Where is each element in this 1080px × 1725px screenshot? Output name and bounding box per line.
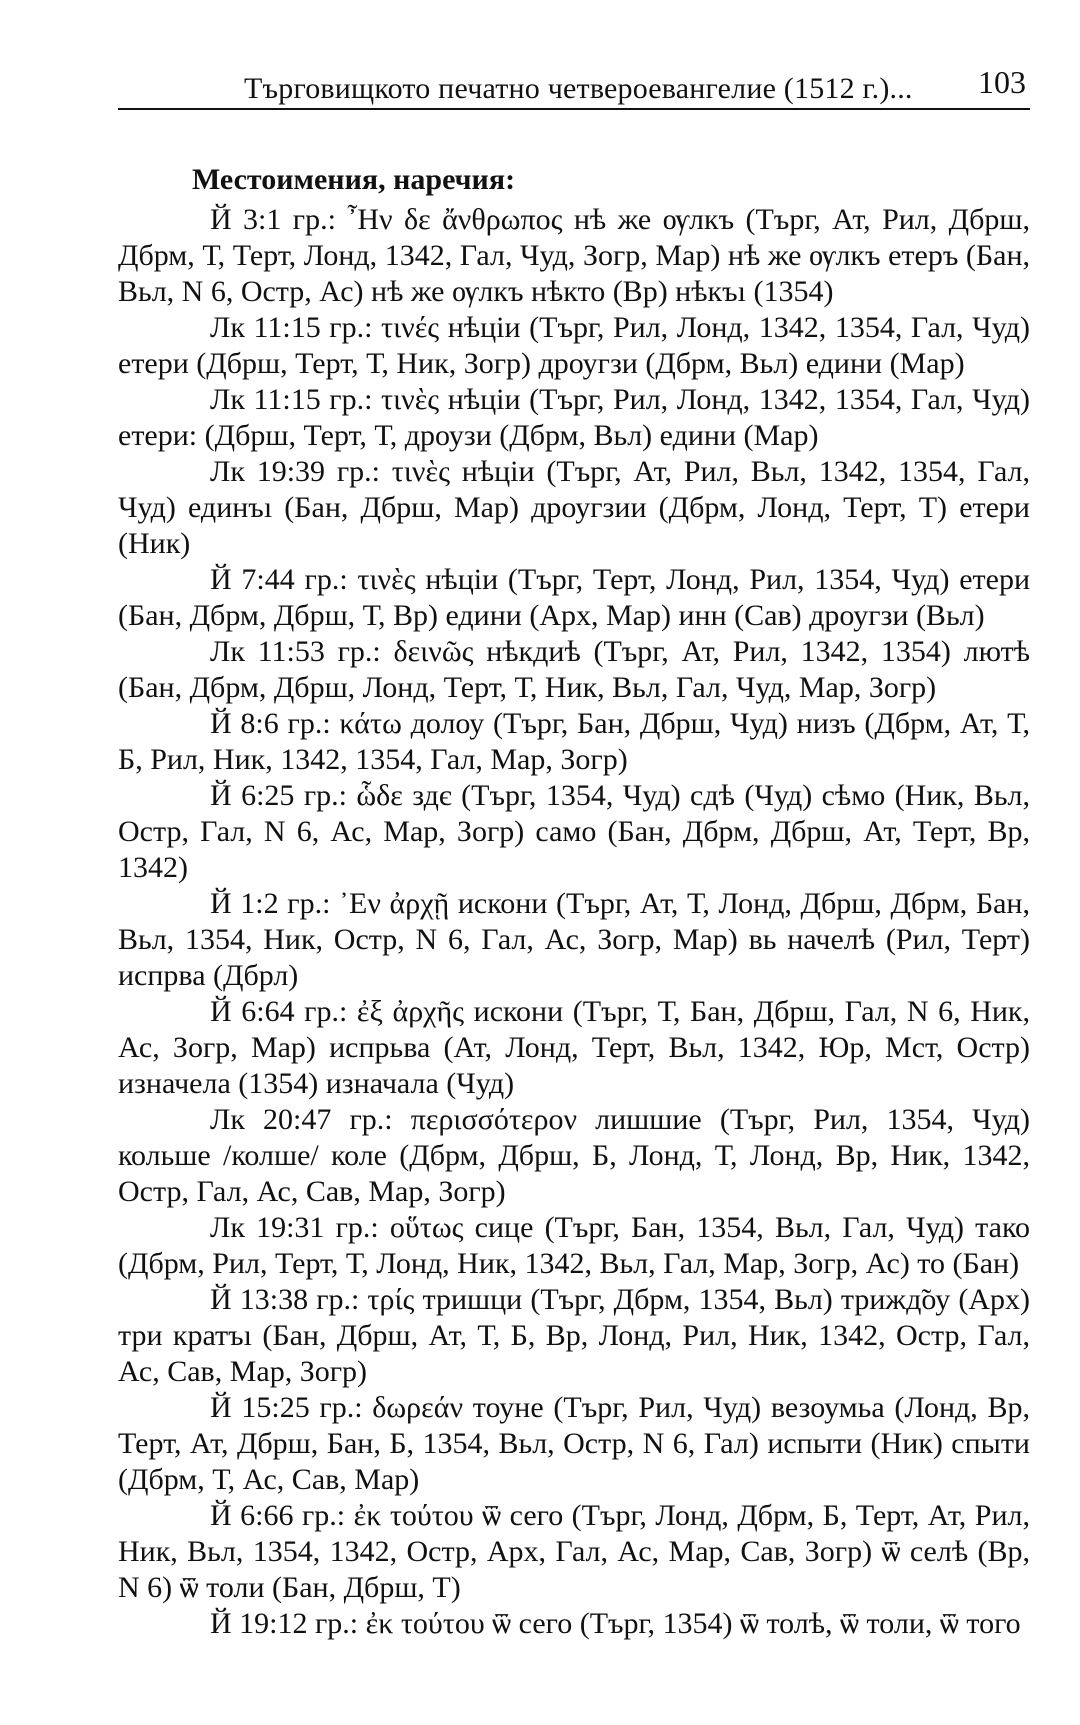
entry: Й 3:1 гр.: ῏Ην δε ἄνθρωπος нѣ же ѹлкъ (Търг, Ат, Рил, Дбрш, Дбрм, Т, Терт, Лонд, 1342, Гал, Чуд, Зогр, Мар) нѣ же ѹлкъ етеръ (Бан, Вьл, N 6, Остр, Ас) нѣ же ѹлкъ нѣкто (Вр) нѣкъı (1354) bbox=[118, 203, 1030, 308]
entry: Й 1:2 гр.: ᾿Εν ἀρχῇ искони (Търг, Ат, Т, Лонд, Дбрш, Дбрм, Бан, Вьл, 1354, Ник, Остр, N 6, Гал, Ас, Зогр, Мар) вь начелѣ (Рил, Терт) испрва (Дбрл) bbox=[118, 887, 1030, 992]
page-number: 103 bbox=[978, 64, 1026, 100]
running-header bbox=[118, 60, 1030, 110]
entry: Й 6:66 гр.: ἐκ τούτου ѿ сего (Търг, Лонд, Дбрм, Б, Терт, Ат, Рил, Ник, Вьл, 1354, 1342, Остр, Арх, Гал, Ас, Мар, Сав, Зогр) ѿ селѣ (Вр, N 6) ѿ толи (Бан, Дбрш, Т) bbox=[118, 1499, 1030, 1604]
entry: Й 6:64 гр.: ἐξ ἀρχῆς искони (Търг, Т, Бан, Дбрш, Гал, N 6, Ник, Ас, Зогр, Мар) испрьва (Ат, Лонд, Терт, Вьл, 1342, Юр, Мст, Остр) изначела (1354) изначала (Чуд) bbox=[118, 995, 1030, 1100]
entry: Й 19:12 гр.: ἐκ τούτου ѿ сего (Търг, 1354) ѿ толѣ, ѿ толи, ѿ того bbox=[210, 1607, 1021, 1640]
entry: Лк 20:47 гр.: περισσότερον лишшие (Търг, Рил, 1354, Чуд) кольше /колше/ коле (Дбрм, Дбрш, Б, Лонд, Т, Лонд, Вр, Ник, 1342, Остр, Гал, Ас, Сав, Мар, Зогр) bbox=[118, 1103, 1030, 1208]
entry: Лк 19:31 гр.: οὕτως сице (Търг, Бан, 1354, Вьл, Гал, Чуд) тако (Дбрм, Рил, Терт, Т, Лонд, Ник, 1342, Вьл, Гал, Мар, Зогр, Ас) то (Бан) bbox=[118, 1211, 1030, 1280]
entry: Лк 11:53 гр.: δεινῶς нѣкдиѣ (Търг, Ат, Рил, 1342, 1354) лютѣ (Бан, Дбрм, Дбрш, Лонд, Терт, Т, Ник, Вьл, Гал, Чуд, Мар, Зогр) bbox=[118, 635, 1030, 704]
entry: Лк 19:39 гр.: τινὲς нѣціи (Търг, Ат, Рил, Вьл, 1342, 1354, Гал, Чуд) единъı (Бан, Дбрш, Мар) дроугзии (Дбрм, Лонд, Терт, Т) етери (Ник) bbox=[118, 455, 1030, 560]
entry: Лк 11:15 гр.: τινὲς нѣціи (Търг, Рил, Лонд, 1342, 1354, Гал, Чуд) етери: (Дбрш, Терт, Т, дроузи (Дбрм, Вьл) едини (Мар) bbox=[118, 383, 1030, 452]
entry: Й 7:44 гр.: τινὲς нѣціи (Търг, Терт, Лонд, Рил, 1354, Чуд) етери (Бан, Дбрм, Дбрш, Т, Вр) едини (Арх, Мар) инн (Сав) дроугзи (Вьл) bbox=[118, 563, 1030, 632]
entry: Й 6:25 гр.: ὧδε здє (Търг, 1354, Чуд) сдѣ (Чуд) сѣмо (Ник, Вьл, Остр, Гал, N 6, Ас, Мар, Зогр) само (Бан, Дбрм, Дбрш, Ат, Терт, Вр, 1342) bbox=[118, 779, 1030, 884]
entry: Й 15:25 гр.: δωρεάν тоуне (Търг, Рил, Чуд) везоумьа (Лонд, Вр, Терт, Ат, Дбрш, Бан, Б, 1354, Вьл, Остр, N 6, Гал) испыти (Ник) спыти (Дбрм, Т, Ас, Сав, Мар) bbox=[118, 1391, 1030, 1496]
entry: Й 13:38 гр.: τρίς тришци (Търг, Дбрм, 1354, Вьл) трижд̃оу (Арх) три кратъı (Бан, Дбрш, Ат, Т, Б, Вр, Лонд, Рил, Ник, 1342, Остр, Гал, Ас, Сав, Мар, Зогр) bbox=[118, 1283, 1030, 1388]
entry: Й 8:6 гр.: κάτω долоу (Търг, Бан, Дбрш, Чуд) низъ (Дбрм, Ат, Т, Б, Рил, Ник, 1342, 1354, Гал, Мар, Зогр) bbox=[118, 707, 1030, 776]
entry: Лк 11:15 гр.: τινές нѣціи (Търг, Рил, Лонд, 1342, 1354, Гал, Чуд) етери (Дбрш, Терт, Т, Ник, Зогр) дроугзи (Дбрм, Вьл) едини (Мар) bbox=[118, 311, 1030, 380]
running-title: Търговищкото печатно четвероевангелие (1512 г.)... bbox=[244, 72, 913, 105]
body-text bbox=[118, 162, 1030, 1642]
section-heading: Местоимения, наречия: bbox=[192, 163, 516, 196]
header-rule bbox=[118, 108, 1030, 110]
